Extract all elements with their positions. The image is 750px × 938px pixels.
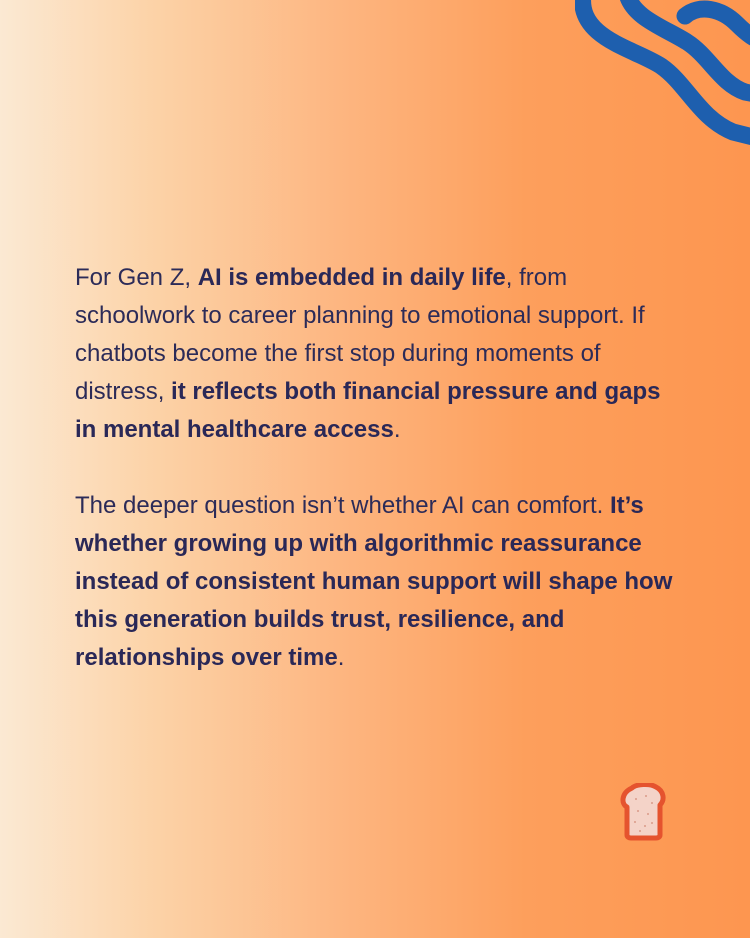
text-span: , from schoolwork to career planning to emotional support. If chatbots become the first stop during moments of distress,: [75, 264, 645, 405]
paragraph-gen-z-ai: [75, 259, 680, 449]
text-span: .: [337, 644, 345, 671]
post-body: [75, 259, 680, 677]
bold-span-ai-daily-life: AI is embedded in daily life: [197, 264, 506, 291]
bold-span-financial-pressure: it reflects both financial pressure and gaps in mental healthcare access: [75, 378, 661, 443]
blue-squiggle-icon: [575, 0, 750, 160]
paragraph-deeper-question: [75, 487, 680, 677]
text-span: .: [393, 416, 401, 443]
text-span: The deeper question isn’t whether AI can comfort.: [75, 492, 610, 519]
bold-span-algorithmic-reassurance: It’s whether growing up with algorithmic reassurance instead of consistent human support will shape how this generation builds trust, resilience, and relationships over time: [75, 492, 673, 671]
text-span: For Gen Z,: [75, 264, 198, 291]
toast-slice-icon: [618, 783, 670, 841]
